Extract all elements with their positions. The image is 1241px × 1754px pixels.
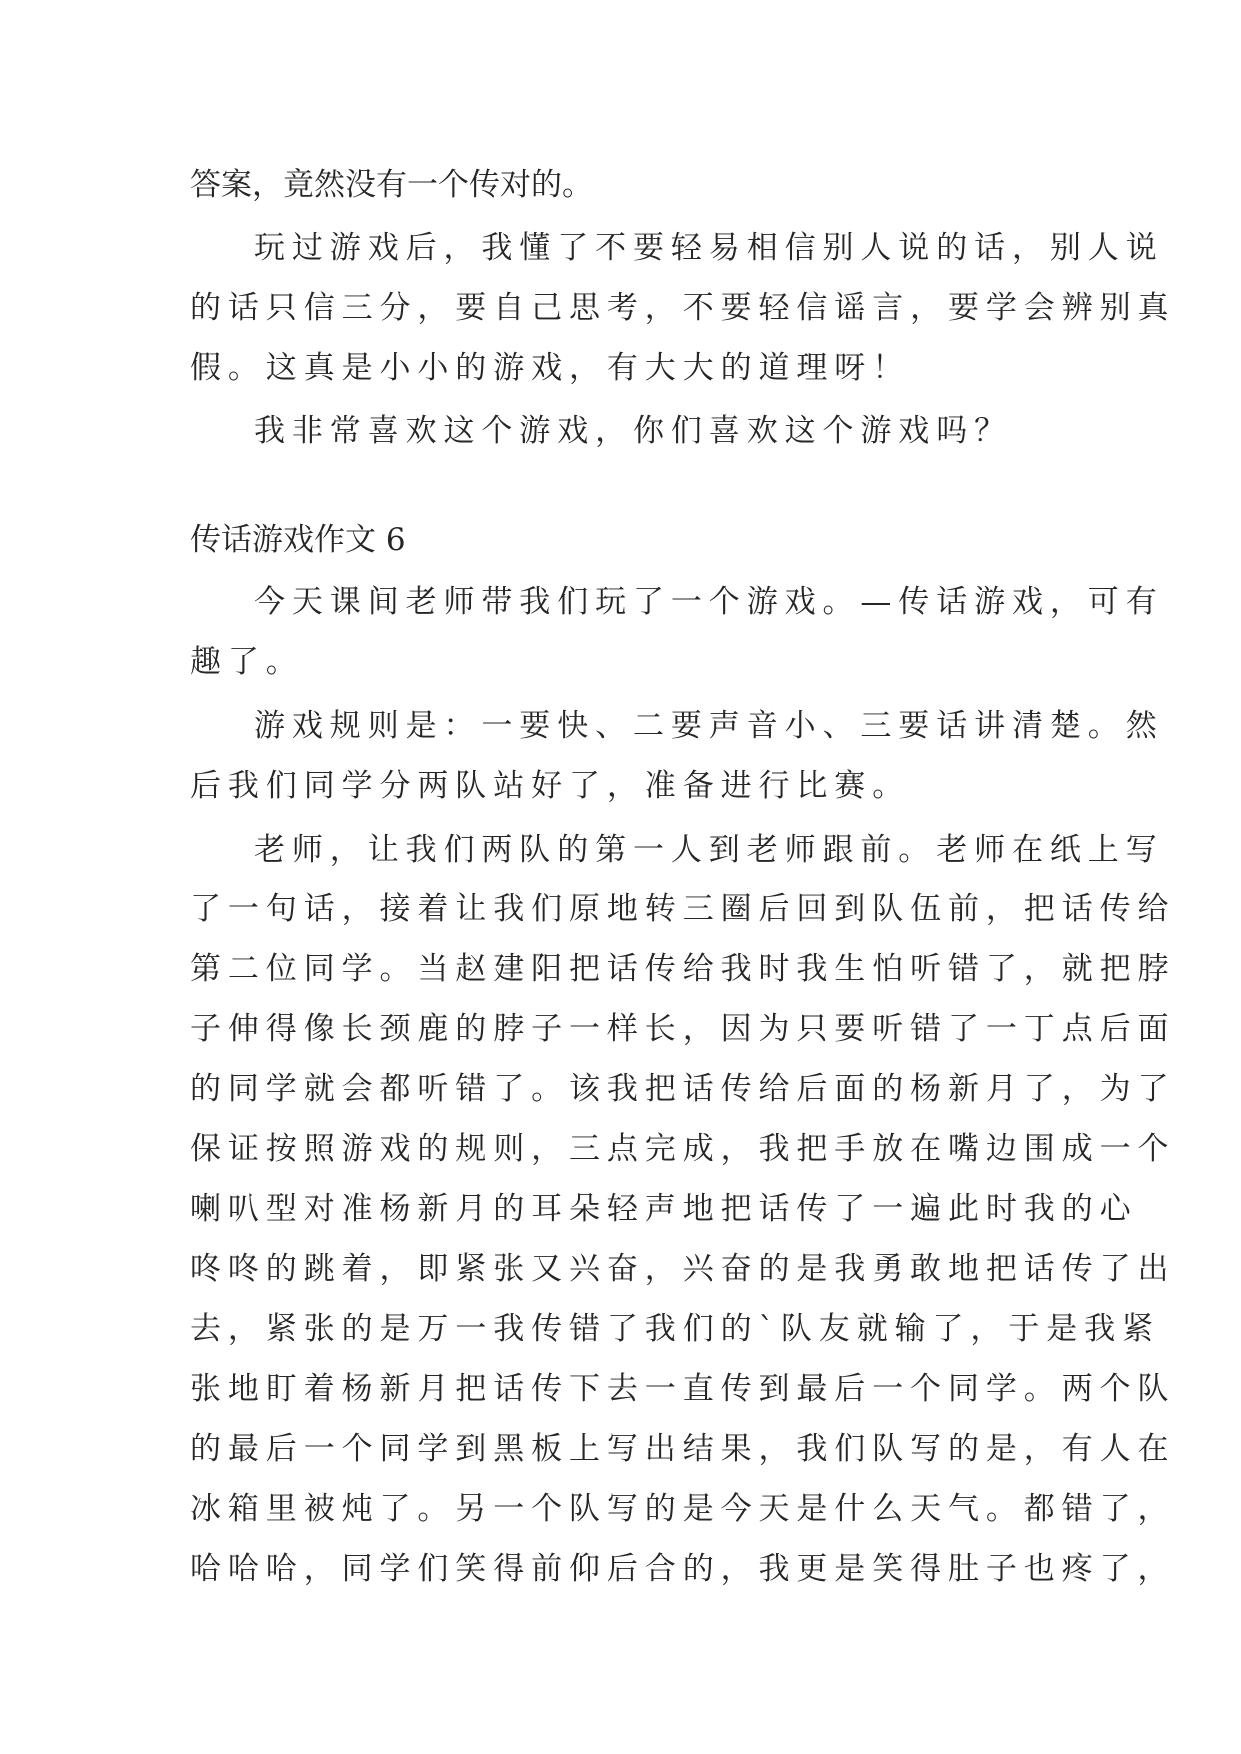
paragraph-line: 的话只信三分，要自己思考，不要轻信谣言，要学会辨别真: [190, 290, 1176, 326]
paragraph-line: 老师，让我们两队的第一人到老师跟前。老师在纸上写: [254, 832, 1164, 868]
paragraph-line: 子伸得像长颈鹿的脖子一样长，因为只要听错了一丁点后面: [190, 1011, 1176, 1047]
paragraph-line: 保证按照游戏的规则，三点完成，我把手放在嘴边围成一个: [190, 1131, 1176, 1167]
paragraph-line: 趣了。: [190, 644, 304, 680]
paragraph-line: 假。这真是小小的游戏，有大大的道理呀！: [190, 350, 911, 386]
paragraph-line: 今天课间老师带我们玩了一个游戏。—传话游戏，可有: [254, 584, 1164, 620]
paragraph-line: 了一句话，接着让我们原地转三圈后回到队伍前，把话传给: [190, 891, 1176, 927]
paragraph-line: 咚咚的跳着，即紧张又兴奋，兴奋的是我勇敢地把话传了出: [190, 1251, 1176, 1287]
paragraph-line: 的最后一个同学到黑板上写出结果，我们队写的是，有人在: [190, 1431, 1176, 1467]
paragraph-line: 我非常喜欢这个游戏，你们喜欢这个游戏吗？: [254, 413, 1012, 449]
paragraph-line: 游戏规则是：一要快、二要声音小、三要话讲清楚。然: [254, 708, 1164, 744]
paragraph-line: 哈哈哈，同学们笑得前仰后合的，我更是笑得肚子也疼了，: [190, 1551, 1176, 1587]
paragraph-line: 第二位同学。当赵建阳把话传给我时我生怕听错了，就把脖: [190, 951, 1176, 987]
paragraph-line: 后我们同学分两队站好了，准备进行比赛。: [190, 768, 911, 804]
paragraph-line: 答案，竟然没有一个传对的。: [190, 167, 593, 203]
paragraph-line: 喇叭型对准杨新月的耳朵轻声地把话传了一遍此时我的心: [190, 1191, 1138, 1227]
paragraph-line: 冰箱里被炖了。另一个队写的是今天是什么天气。都错了，: [190, 1491, 1176, 1527]
paragraph-line: 玩过游戏后，我懂了不要轻易相信别人说的话，别人说: [254, 230, 1164, 266]
paragraph-line: 去，紧张的是万一我传错了我们的`队友就输了，于是我紧: [190, 1311, 1160, 1347]
paragraph-line: 的同学就会都听错了。该我把话传给后面的杨新月了，为了: [190, 1071, 1176, 1107]
section-heading: 传话游戏作文 6: [190, 522, 406, 558]
paragraph-line: 张地盯着杨新月把话传下去一直传到最后一个同学。两个队: [190, 1371, 1176, 1407]
